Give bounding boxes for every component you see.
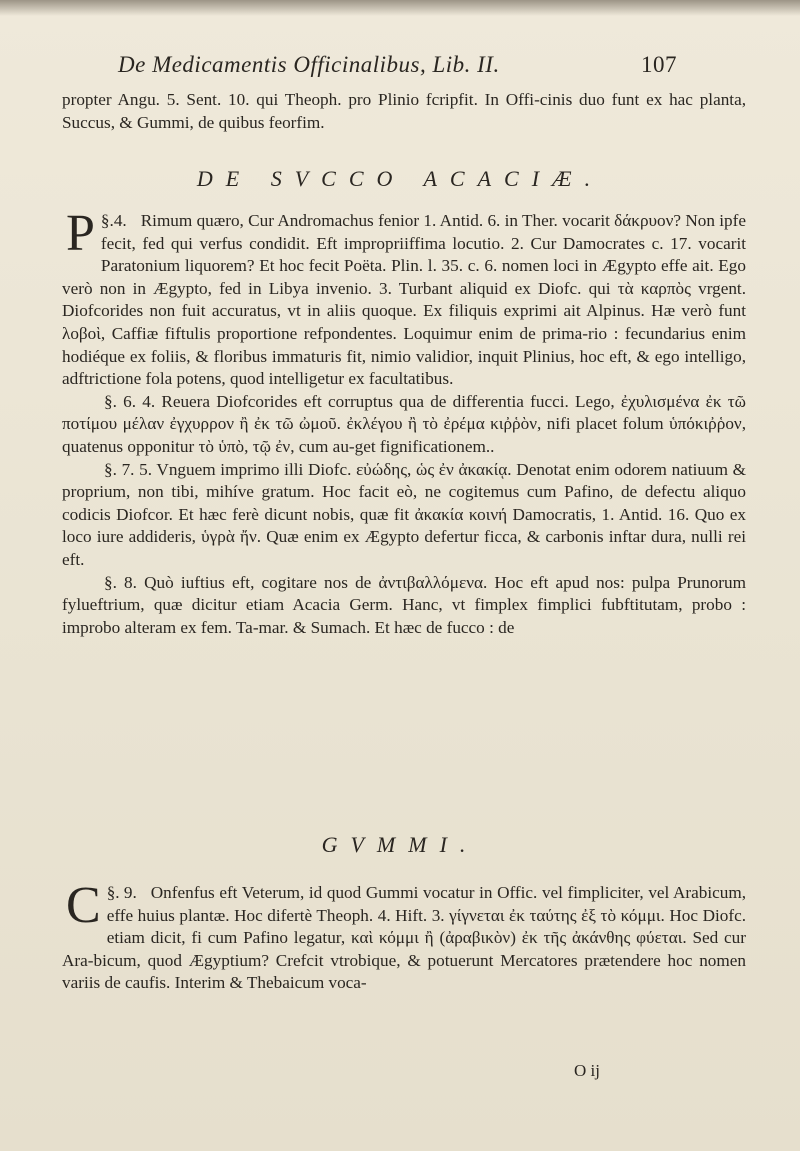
section-mark: §. 9. [106, 883, 137, 902]
running-head [118, 52, 718, 78]
drop-capital-p: P [66, 205, 95, 262]
succo-para-4: §. 8. Quò iuftius eft, cogitare nos de ἀντιβαλλόμενα. Hoc eft apud nos: pulpa Prunorum fylueftrium, quæ dicitur etiam Acacia Germ. Hanc, vt fimplex fimplici fubftitutam, probo : improbo alteram ex fem. Ta-mar. & Sumach. Et hæc de fucco : de [62, 572, 746, 637]
section-heading-gummi: GVMMI. [321, 832, 479, 857]
drop-capital-c: C [66, 877, 101, 934]
section-heading-succo: DE SVCCO ACACIÆ. [196, 166, 604, 191]
section-mark: §.4. [100, 211, 127, 230]
catchword: O ij [574, 1061, 600, 1080]
succo-para-1 [62, 205, 746, 391]
succo-para-3: §. 7. 5. Vnguem imprimo illi Diofc. εὐώδης, ὡς ἐν ἀκακίᾳ. Denotat enim odorem natiuum & proprium, non tibi, mihíve gratum. Hoc facit eò, ne cogitemus cum Pafino, de defectu aliquo codicis Diofcor. Et hæc ferè dicunt nobis, quæ fit ἀκακία κοινή Damocratis, 1. Antid. 16. Quo ex loco iure addideris, ὑγρὰ ἤν. Quæ enim ex Ægypto defertur ficca, & carbonis inftar dura, nulli rei eft. [62, 459, 746, 569]
succo-para-1-text: Rimum quæro, Cur Andromachus fenior 1. Antid. 6. in Ther. vocarit δάκρυον? Non ipfe fecit, fed qui verfus condidit. Eft impropriiffima locutio. 2. Cur Damocrates c. 17. vocarit Paratonium liquorem? Et hoc fecit Poëta. Plin. l. 35. c. 6. nomen loci in Ægypto effe ait. Ego verò non in Ægypto, fed in Libya invenio. 3. Turbant aliquid ex Diofc. qui τὰ καρπὸς vrgent. Diofcorides non fuit accuratus, vt in aliis quoque. Ex filiquis exprimi ait Alpinus. Hæ verò funt λοβοὶ, Caffiæ fiftulis proportione refpondentes. Loquimur enim de prima-rio : fecundarius enim hodiéque ex foliis, & floribus immaturis fit, nimio validior, inquit Plinius, hoc eft, & ego intelligo, adftrictione fola potens, quod intelligetur ex facultatibus. [62, 211, 746, 389]
gummi-para-1-text: Onfenfus eft Veterum, id quod Gummi vocatur in Offic. vel fimpliciter, vel Arabicum, effe huius plantæ. Hoc difertè Theoph. 4. Hift. 3. γίγνεται ἐκ ταύτης ἐξ τὸ κόμμι. Hoc Diofc. etiam dicit, fi cum Pafino legatur, καὶ κόμμι ἢ (ἀραβικὸν) ἐκ τῆς ἀκάνθης φύεται. Sed cur Ara-bicum, quod Ægyptium? Crefcit vtrobique, & potuerunt Mercatores prætendere hoc nomen variis de caufis. Interim & Thebaicum voca- [62, 883, 746, 993]
intro-text: propter Angu. 5. Sent. 10. qui Theoph. pro Plinio fcripfit. In Offi-cinis duo funt ex hac planta, Succus, & Gummi, de quibus feorfim. [62, 90, 746, 132]
page-edge-shadow [0, 0, 800, 16]
page-number: 107 [641, 52, 677, 77]
section-gummi [62, 877, 746, 995]
section-succo [62, 205, 746, 639]
succo-para-2: §. 6. 4. Reuera Diofcorides eft corruptus qua de differentia fucci. Lego, ἐχυλισμένα ἐκ τῶ ποτίμου μέλαν ἐγχυρρον ἢ ἐκ τῶ ὠμοῦ. ἐκλέγου ἢ τὸ ἐρέμα κιῤῥὸν, nifi placet folum ὑπόκιῤῥον, quatenus opponitur τὸ ὑπὸ, τῷ ἐν, cum au-get fignificationem.. [62, 391, 746, 456]
gummi-para-1 [62, 877, 746, 995]
intro-paragraph [62, 89, 746, 134]
running-head-title: De Medicamentis Officinalibus, Lib. II. [118, 52, 500, 77]
